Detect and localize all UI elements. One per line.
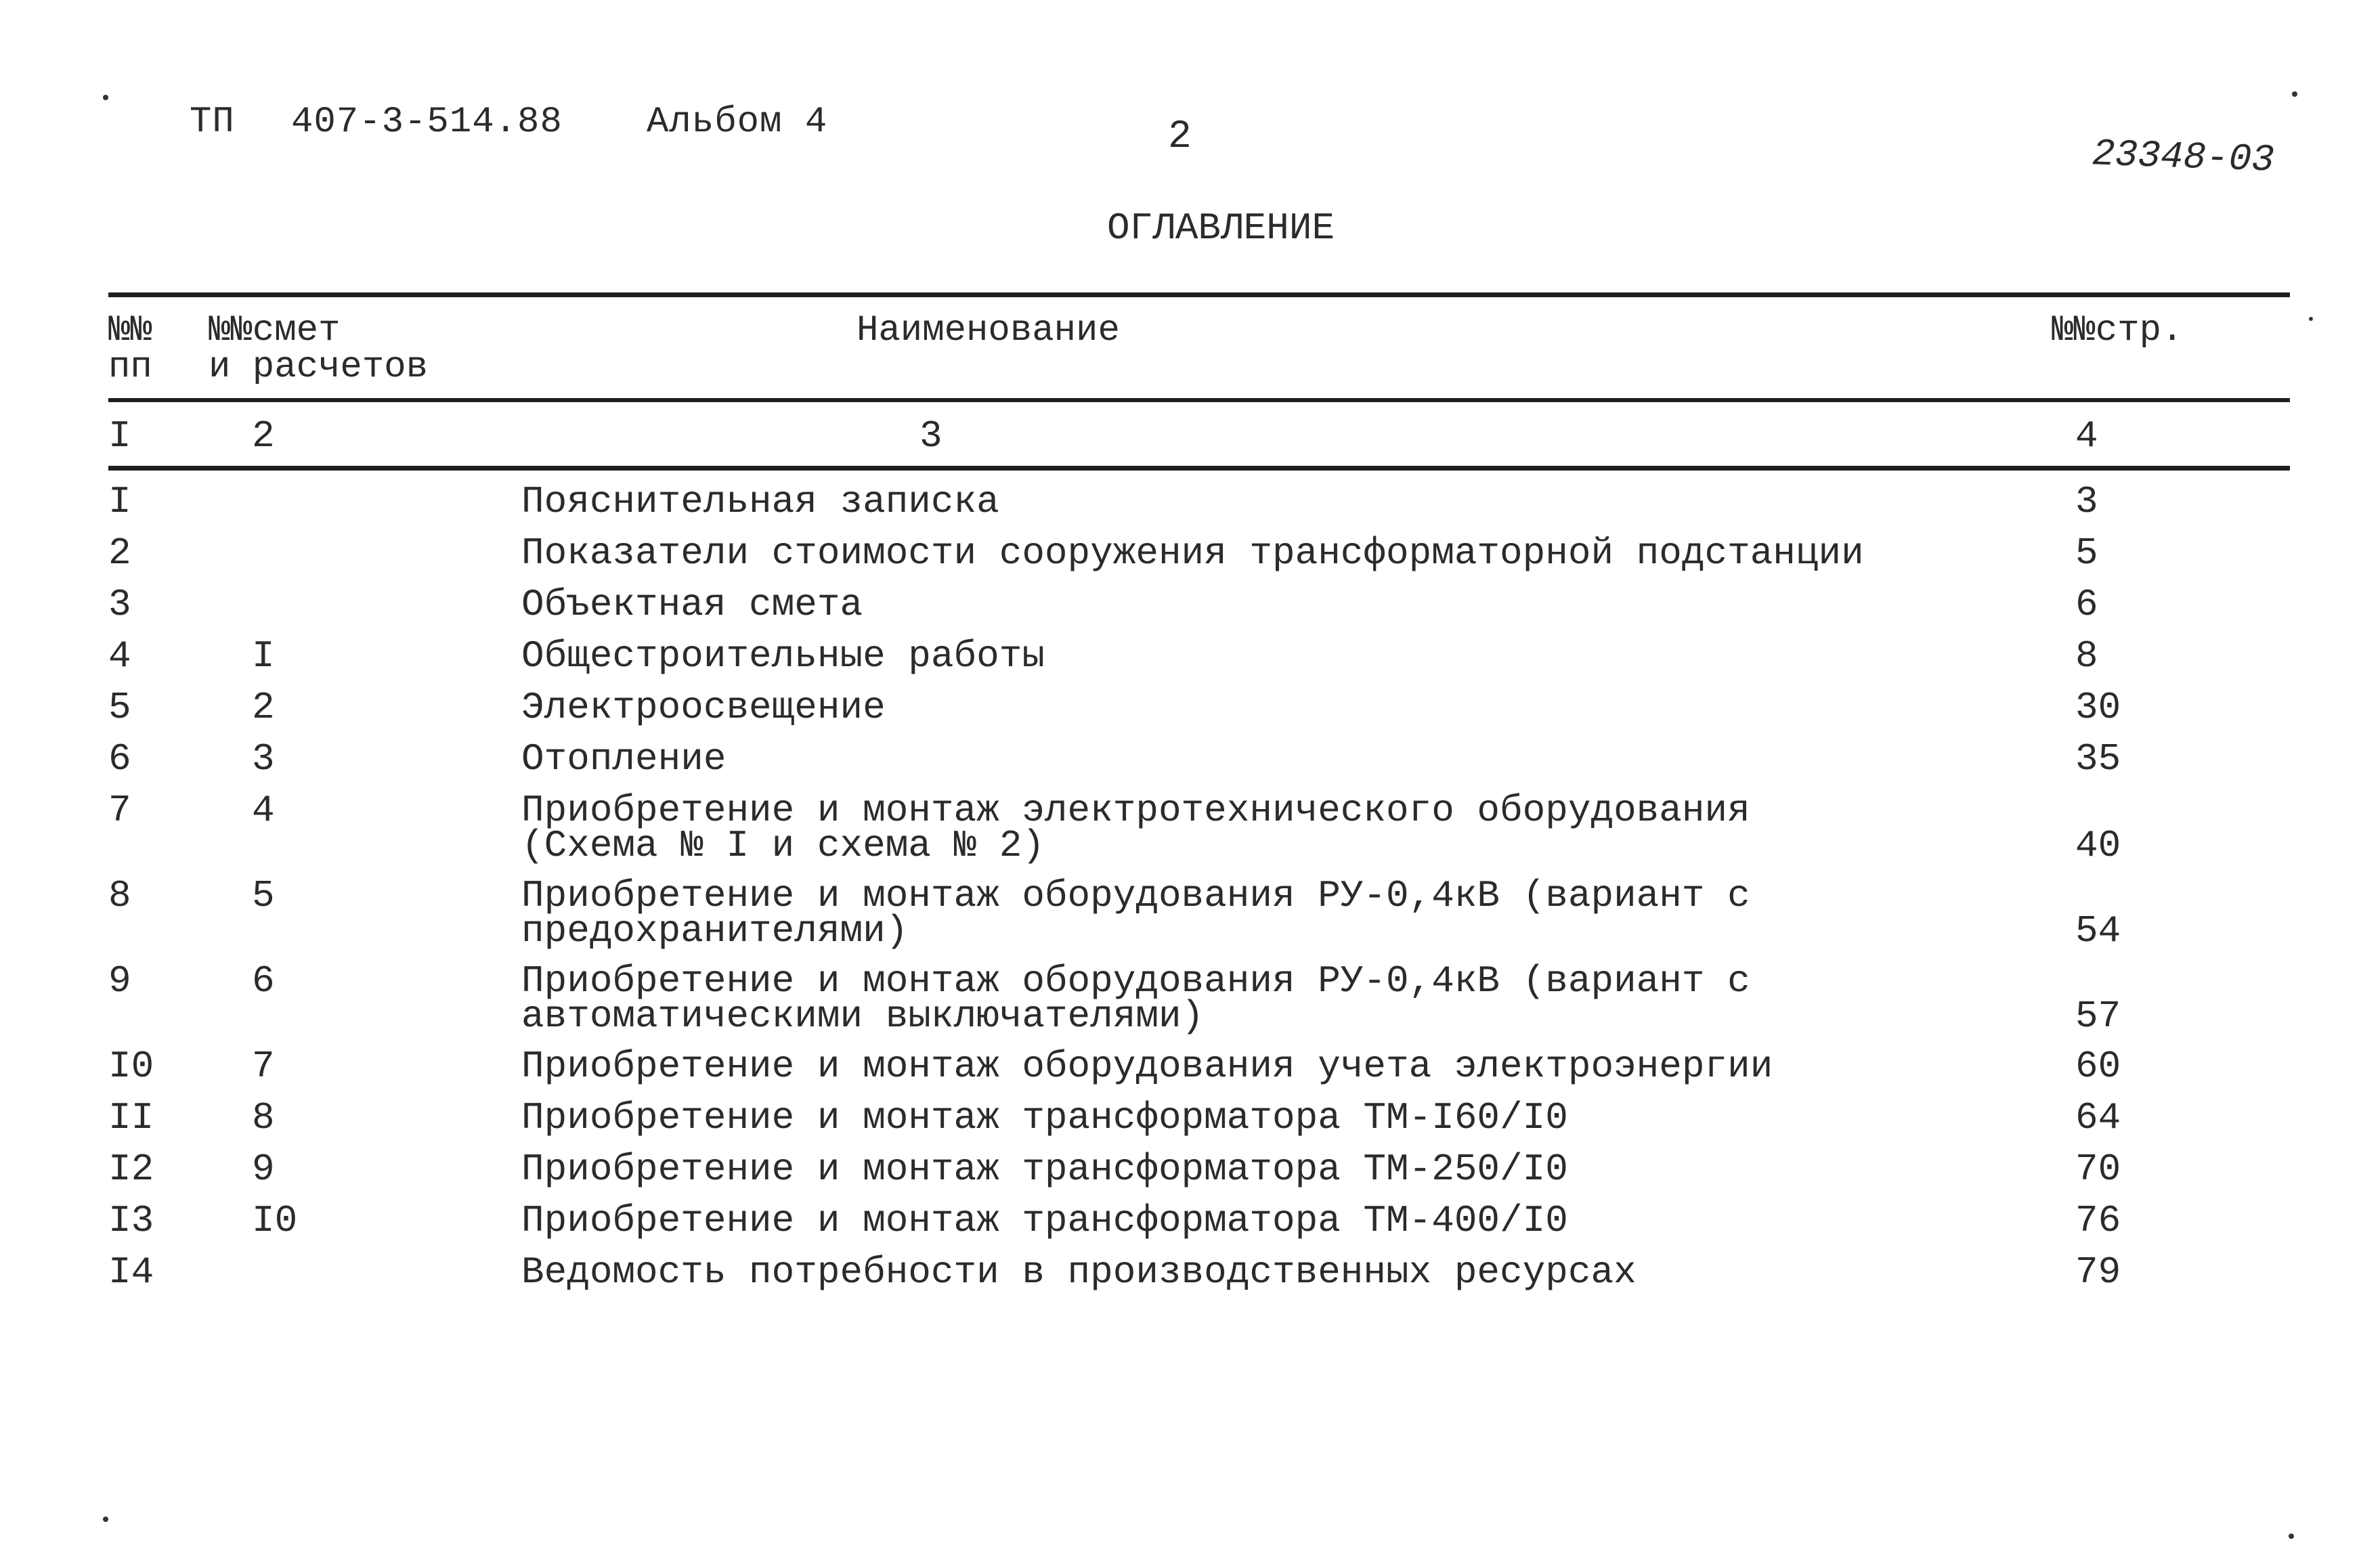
- row-name: Электроосвещение: [521, 686, 886, 729]
- column-header-page: №№стр.: [2052, 310, 2184, 351]
- row-page: 3: [2075, 480, 2098, 523]
- row-estimate: 5: [252, 874, 275, 917]
- column-number-2: 2: [252, 414, 275, 458]
- archive-number: 23348-03: [2091, 132, 2275, 182]
- row-number: 7: [108, 789, 131, 832]
- row-number: I0: [108, 1045, 154, 1088]
- column-header-estimate: №№смет и расчетов: [209, 310, 429, 388]
- row-name: Показатели стоимости сооружения трансформаторной подстанции: [521, 531, 1864, 575]
- row-page: 35: [2075, 737, 2121, 781]
- row-page: 76: [2075, 1199, 2121, 1242]
- row-name: Пояснительная записка: [521, 480, 999, 523]
- header-bottom-rule: [108, 398, 2290, 402]
- column-number-3: 3: [919, 414, 943, 458]
- doc-code: ТП: [190, 102, 235, 143]
- row-number: I2: [108, 1148, 154, 1191]
- column-header-number: №№ пп: [108, 310, 152, 388]
- row-name: Ведомость потребности в производственных ресурсах: [521, 1250, 1637, 1294]
- row-name: Общестроительные работы: [521, 634, 1045, 678]
- row-page: 6: [2075, 583, 2098, 626]
- row-name: Приобретение и монтаж трансформатора ТМ-I60/I0: [521, 1096, 1568, 1139]
- row-page: 70: [2075, 1148, 2121, 1191]
- row-page: 79: [2075, 1250, 2121, 1294]
- table-top-rule: [108, 292, 2290, 297]
- row-estimate: I: [252, 634, 275, 678]
- row-name: Приобретение и монтаж оборудования РУ-0,4кВ (вариант с предохранителями): [521, 874, 1750, 953]
- row-name: Приобретение и монтаж трансформатора ТМ-400/I0: [521, 1199, 1568, 1242]
- row-estimate: I0: [252, 1199, 298, 1242]
- row-number: 4: [108, 634, 131, 678]
- row-number: 8: [108, 874, 131, 917]
- row-estimate: 3: [252, 737, 275, 781]
- scan-speck: [2292, 91, 2297, 97]
- doc-number: 407-3-514.88: [291, 102, 563, 143]
- row-number: 5: [108, 686, 131, 729]
- row-number: 6: [108, 737, 131, 781]
- row-number: 2: [108, 531, 131, 575]
- row-page: 8: [2075, 634, 2098, 678]
- scan-speck: [103, 1517, 108, 1522]
- row-page: 60: [2075, 1045, 2121, 1088]
- column-header-name: Наименование: [857, 310, 1120, 351]
- row-number: I4: [108, 1250, 154, 1294]
- row-estimate: 8: [252, 1096, 275, 1139]
- row-estimate: 9: [252, 1148, 275, 1191]
- row-number: II: [108, 1096, 154, 1139]
- row-number: I3: [108, 1199, 154, 1242]
- row-number: 3: [108, 583, 131, 626]
- album-label: Альбом 4: [647, 102, 828, 143]
- column-number-4: 4: [2075, 414, 2098, 458]
- row-estimate: 2: [252, 686, 275, 729]
- scan-speck: [103, 95, 108, 100]
- row-name: Приобретение и монтаж электротехнического оборудования (Схема № I и схема № 2): [521, 789, 1750, 867]
- row-name: Отопление: [521, 737, 727, 781]
- row-page: 54: [2075, 909, 2121, 953]
- row-estimate: 6: [252, 959, 275, 1003]
- row-number: 9: [108, 959, 131, 1003]
- row-page: 30: [2075, 686, 2121, 729]
- row-number: I: [108, 480, 131, 523]
- scan-speck: [2309, 317, 2313, 321]
- column-number-1: I: [108, 414, 131, 458]
- row-page: 64: [2075, 1096, 2121, 1139]
- row-name: Приобретение и монтаж трансформатора ТМ-250/I0: [521, 1148, 1568, 1191]
- row-page: 57: [2075, 995, 2121, 1038]
- numbers-bottom-rule: [108, 466, 2290, 471]
- row-page: 40: [2075, 824, 2121, 867]
- page-title: ОГЛАВЛЕНИЕ: [1107, 206, 1335, 250]
- page-number: 2: [1168, 115, 1192, 159]
- row-name: Объектная смета: [521, 583, 863, 626]
- row-name: Приобретение и монтаж оборудования учета электроэнергии: [521, 1045, 1773, 1088]
- scan-speck: [2289, 1533, 2294, 1539]
- row-estimate: 7: [252, 1045, 275, 1088]
- row-name: Приобретение и монтаж оборудования РУ-0,4кВ (вариант с автоматическими выключателями): [521, 959, 1750, 1038]
- row-page: 5: [2075, 531, 2098, 575]
- row-estimate: 4: [252, 789, 275, 832]
